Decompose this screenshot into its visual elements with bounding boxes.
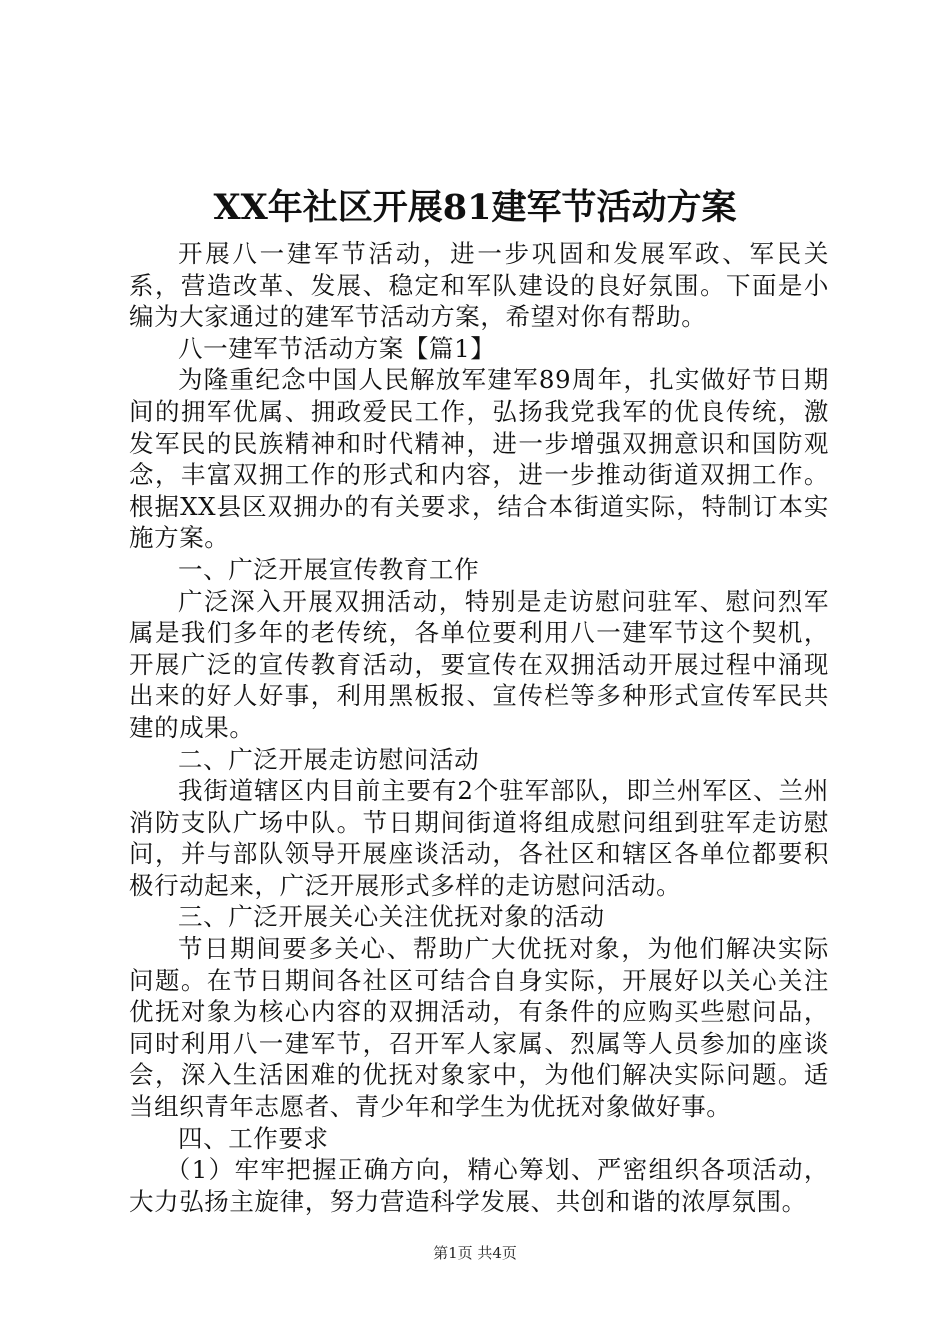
- page-number-footer: 第1页 共4页: [433, 1244, 517, 1262]
- section-heading-3: 三、广泛开展关心关注优抚对象的活动: [178, 902, 605, 932]
- intro-paragraph: 开展八一建军节活动，进一步巩固和发展军政、军民关系，营造改革、发展、稳定和军队建设的良好氛围。下面是小编为大家通过的建军节活动方案，希望对你有帮助。: [129, 239, 829, 332]
- section-heading-4: 四、工作要求: [178, 1123, 329, 1153]
- document-title: XX年社区开展81建军节活动方案: [213, 187, 737, 228]
- section-heading-2: 二、广泛开展走访慰问活动: [178, 744, 480, 774]
- section-3-paragraph: 节日期间要多关心、帮助广大优抚对象，为他们解决实际问题。在节日期间各社区可结合自身实际，开展好以关心关注优抚对象为核心内容的双拥活动，有条件的应购买些慰问品，同时利用八一建军节，召开军人家属、烈属等人员参加的座谈会，深入生活困难的优抚对象家中，为他们解决实际问题。适当组织青年志愿者、青少年和学生为优抚对象做好事。: [129, 934, 829, 1122]
- section-heading-1: 一、广泛开展宣传教育工作: [178, 554, 480, 584]
- section-1-paragraph: 广泛深入开展双拥活动，特别是走访慰问驻军、慰问烈军属是我们多年的老传统，各单位要利用八一建军节这个契机，开展广泛的宣传教育活动，要宣传在双拥活动开展过程中涌现出来的好人好事，利用黑板报、宣传栏等多种形式宣传军民共建的成果。: [129, 586, 829, 742]
- plan-intro-paragraph: 为隆重纪念中国人民解放军建军89周年，扎实做好节日期间的拥军优属、拥政爱民工作，弘扬我党我军的优良传统，激发军民的民族精神和时代精神，进一步增强双拥意识和国防观念，丰富双拥工作的形式和内容，进一步推动街道双拥工作。根据XX县区双拥办的有关要求，结合本街道实际，特制订本实施方案。: [129, 365, 829, 553]
- section-heading-plan-1: 八一建军节活动方案【篇1】: [178, 333, 496, 363]
- section-2-paragraph: 我街道辖区内目前主要有2个驻军部队，即兰州军区、兰州消防支队广场中队。节日期间街道将组成慰问组到驻军走访慰问，并与部队领导开展座谈活动，各社区和辖区各单位都要积极行动起来，广泛开展形式多样的走访慰问活动。: [129, 776, 829, 900]
- requirement-item-1: （1）牢牢把握正确方向，精心筹划、严密组织各项活动，大力弘扬主旋律，努力营造科学发展、共创和谐的浓厚氛围。: [129, 1155, 829, 1216]
- document-body: [129, 238, 829, 1217]
